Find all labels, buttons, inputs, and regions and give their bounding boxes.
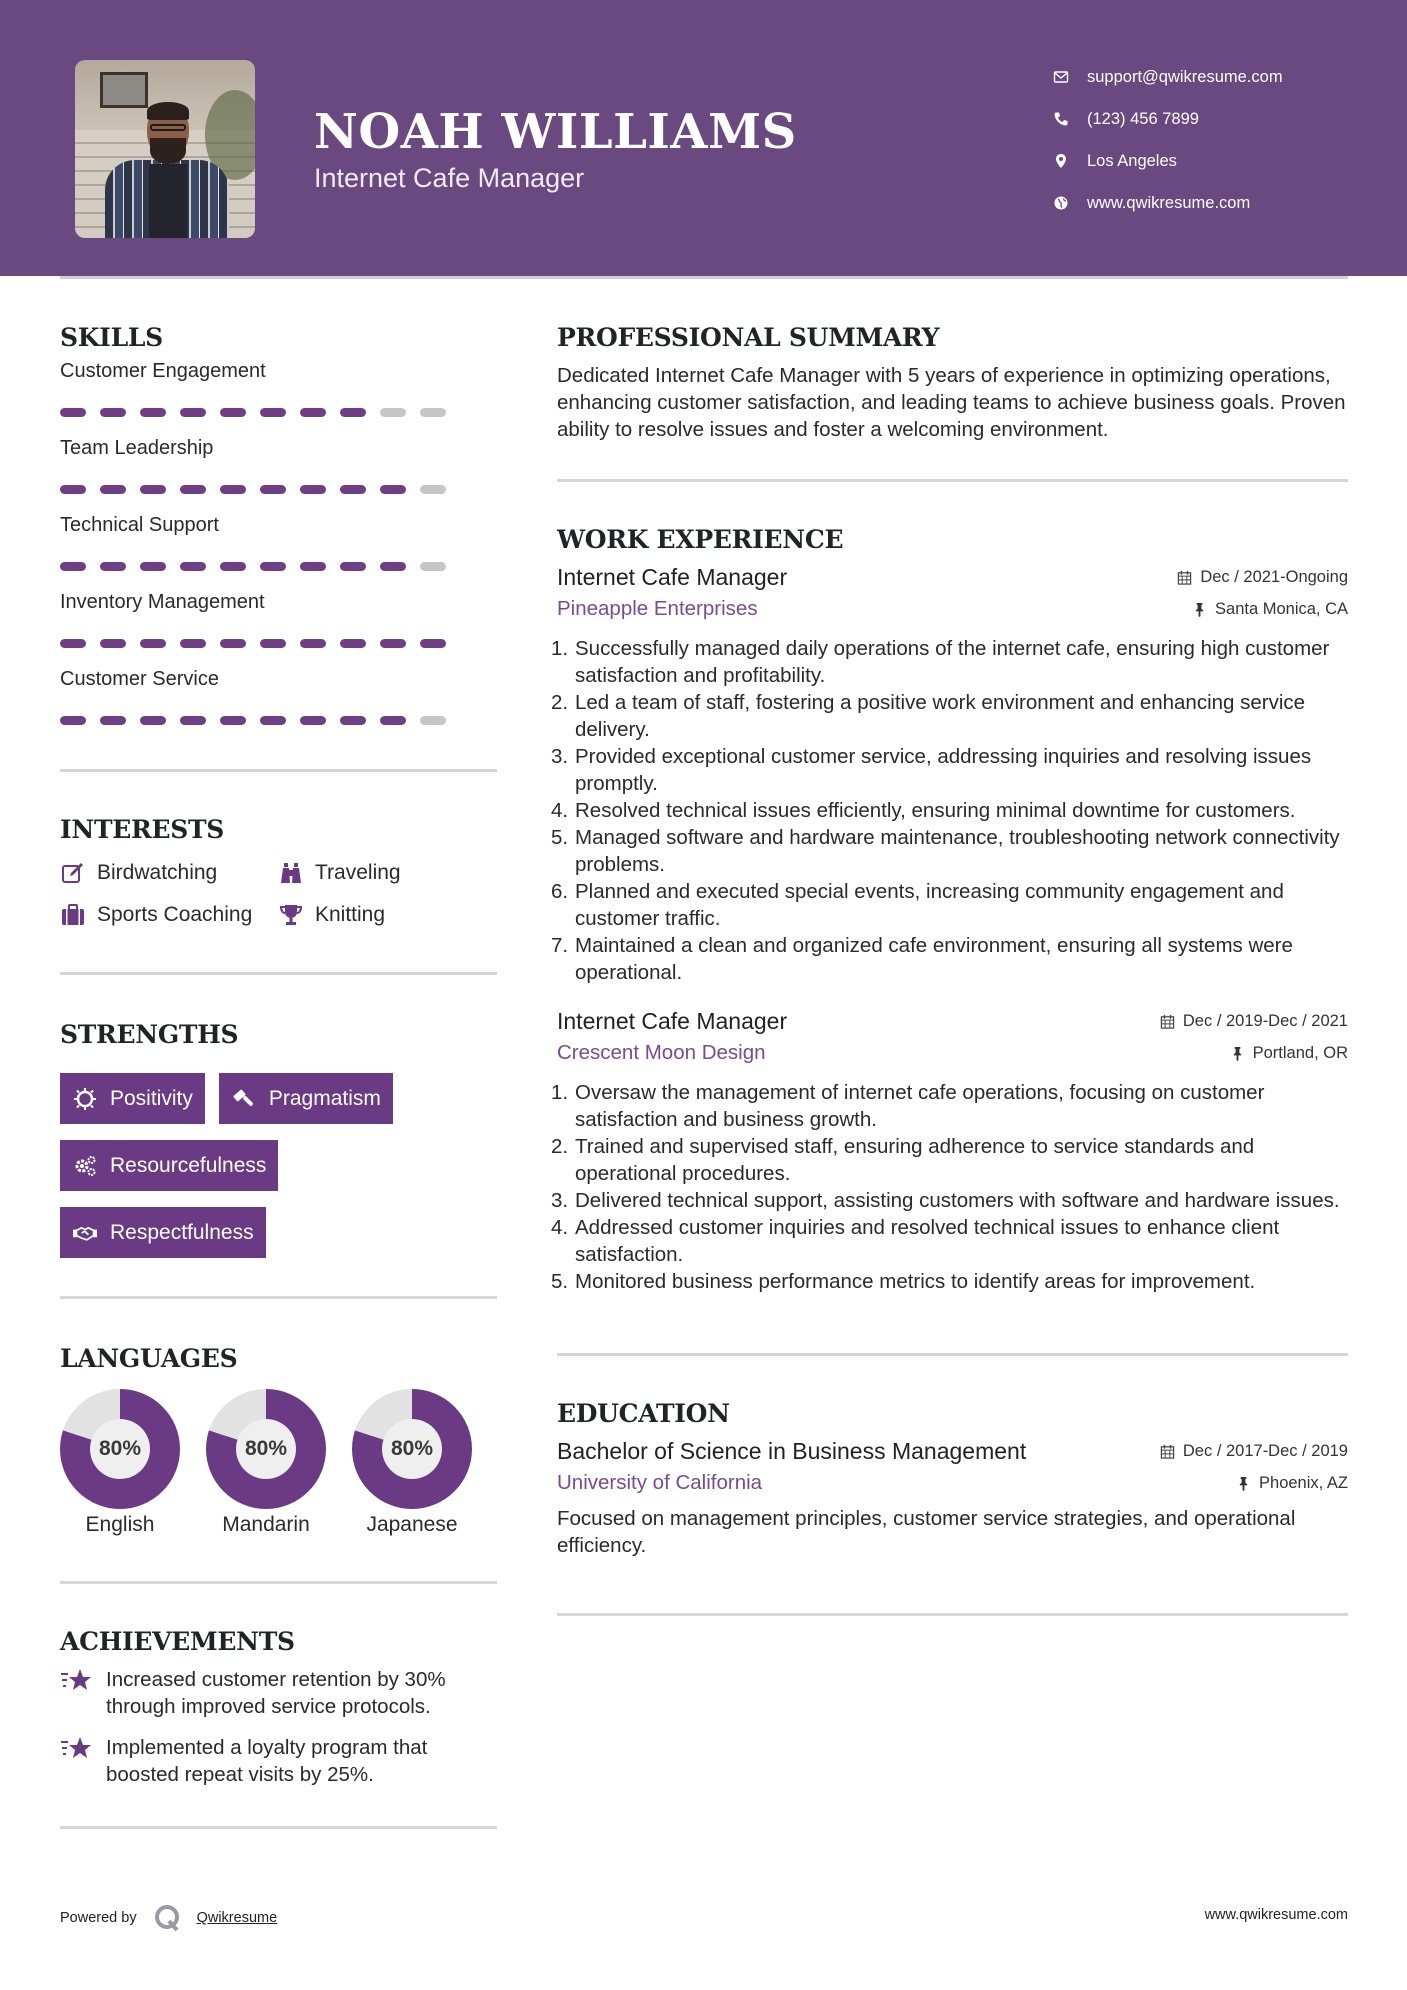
section-divider bbox=[60, 1826, 497, 1829]
job-location: Santa Monica, CA bbox=[1192, 600, 1348, 619]
skill-rating bbox=[60, 485, 497, 494]
section-divider bbox=[557, 1613, 1348, 1616]
resume-header bbox=[0, 0, 1407, 276]
qwikresume-logo-icon bbox=[153, 1903, 183, 1933]
powered-by bbox=[60, 1903, 277, 1933]
cogs-icon bbox=[72, 1153, 98, 1179]
pushpin-icon bbox=[1230, 1046, 1245, 1061]
skill-name: Team Leadership bbox=[60, 437, 214, 459]
header-divider bbox=[60, 276, 1348, 279]
left-column bbox=[60, 320, 497, 1829]
pushpin-icon bbox=[1192, 602, 1207, 617]
strength-badge bbox=[219, 1073, 393, 1124]
briefcase-icon bbox=[60, 902, 86, 928]
skill-rating bbox=[60, 639, 497, 648]
section-divider bbox=[60, 769, 497, 772]
skill-name: Inventory Management bbox=[60, 591, 265, 613]
picture-frame bbox=[100, 72, 148, 108]
section-divider bbox=[60, 1581, 497, 1584]
skill-name: Customer Engagement bbox=[60, 360, 266, 382]
job-bullet: 2. Led a team of staff, fostering a positive work environment and enhancing service delivery. bbox=[551, 691, 1306, 741]
language-progress-ring bbox=[352, 1389, 472, 1509]
strength-badge bbox=[60, 1140, 278, 1191]
candidate-name: NOAH WILLIAMS bbox=[314, 104, 797, 160]
contact-phone-text: (123) 456 7899 bbox=[1087, 109, 1199, 128]
skill-item bbox=[60, 514, 497, 571]
language-percent: 80% bbox=[382, 1419, 442, 1479]
skill-rating bbox=[60, 716, 497, 725]
strengths-section bbox=[60, 1020, 497, 1258]
job-bullet: 5. Managed software and hardware maintenance, troubleshooting network connectivity problems. bbox=[551, 826, 1340, 876]
job-bullet: 6. Planned and executed special events, increasing community engagement and customer traffic. bbox=[551, 880, 1284, 930]
shooting-star-icon bbox=[60, 1734, 94, 1764]
skill-item bbox=[60, 360, 497, 417]
experience-section bbox=[551, 525, 1348, 1295]
interest-label: Knitting bbox=[315, 903, 386, 926]
summary-text: Dedicated Internet Cafe Manager with 5 years of experience in optimizing operations, enhancing customer satisfaction, and leading teams to achieve business goals. Proven ability to resolve issues and foster a welcoming environment. bbox=[557, 364, 1346, 441]
strength-badge bbox=[60, 1073, 205, 1124]
section-divider bbox=[60, 1296, 497, 1299]
school-name: University of California bbox=[557, 1471, 763, 1494]
job-bullet: 1. Oversaw the management of internet cafe operations, focusing on customer satisfaction and business growth. bbox=[551, 1081, 1265, 1131]
skill-name: Customer Service bbox=[60, 668, 219, 690]
achievement-item bbox=[60, 1734, 497, 1788]
skills-section bbox=[60, 323, 497, 725]
job-entry bbox=[551, 1008, 1348, 1295]
job-bullet: 1. Successfully managed daily operations of the internet cafe, ensuring high customer satisfaction and profitability. bbox=[551, 637, 1330, 687]
skill-rating bbox=[60, 408, 497, 417]
contact-phone[interactable] bbox=[1050, 98, 1283, 140]
interest-item bbox=[60, 902, 278, 928]
skill-rating bbox=[60, 562, 497, 571]
language-percent: 80% bbox=[236, 1419, 296, 1479]
job-bullet: 4. Resolved technical issues efficiently, ensuring minimal downtime for customers. bbox=[551, 799, 1296, 822]
strength-label: Pragmatism bbox=[268, 1086, 381, 1110]
languages-title: LANGUAGES bbox=[60, 1344, 238, 1373]
job-bullets bbox=[551, 635, 1348, 986]
contact-location-text: Los Angeles bbox=[1087, 151, 1177, 170]
contact-email-text: support@qwikresume.com bbox=[1087, 67, 1283, 86]
language-item bbox=[206, 1389, 326, 1537]
profile-photo bbox=[75, 60, 255, 238]
experience-title: WORK EXPERIENCE bbox=[557, 525, 844, 554]
footer-website[interactable]: www.qwikresume.com bbox=[1204, 1907, 1348, 1923]
job-bullet: 5. Monitored business performance metrics to identify areas for improvement. bbox=[551, 1270, 1256, 1293]
strength-badge bbox=[60, 1207, 266, 1258]
company-name: Pineapple Enterprises bbox=[557, 597, 758, 620]
interest-item bbox=[278, 860, 478, 886]
envelope-icon bbox=[1050, 66, 1072, 88]
summary-section bbox=[557, 323, 1348, 443]
skill-item bbox=[60, 437, 497, 494]
job-bullet: 2. Trained and supervised staff, ensuring adherence to service standards and operational procedures. bbox=[551, 1135, 1255, 1185]
contact-list bbox=[1050, 56, 1283, 224]
strength-label: Respectfulness bbox=[110, 1220, 254, 1244]
language-name: Mandarin bbox=[222, 1513, 310, 1536]
job-bullet: 3. Delivered technical support, assisting customers with software and hardware issues. bbox=[551, 1189, 1340, 1212]
pushpin-icon bbox=[1236, 1476, 1251, 1491]
section-divider bbox=[557, 1353, 1348, 1356]
company-name: Crescent Moon Design bbox=[557, 1041, 766, 1064]
job-bullet: 3. Provided exceptional customer service, addressing inquiries and resolving issues promptly. bbox=[551, 745, 1312, 795]
languages-list bbox=[60, 1389, 497, 1537]
job-dates: Dec / 2021-Ongoing bbox=[1177, 568, 1348, 587]
gavel-icon bbox=[231, 1086, 257, 1112]
language-progress-ring bbox=[206, 1389, 326, 1509]
achievement-item bbox=[60, 1666, 497, 1720]
job-location: Portland, OR bbox=[1230, 1044, 1348, 1063]
summary-title: PROFESSIONAL SUMMARY bbox=[557, 323, 940, 352]
interest-label: Sports Coaching bbox=[97, 903, 253, 926]
strengths-list bbox=[60, 1073, 440, 1258]
trophy-icon bbox=[278, 902, 304, 928]
skills-list bbox=[60, 360, 497, 725]
interest-label: Birdwatching bbox=[97, 861, 218, 884]
interests-section bbox=[60, 815, 497, 928]
qwikresume-link[interactable]: Qwikresume bbox=[196, 1910, 278, 1926]
sun-icon bbox=[72, 1086, 98, 1112]
education-title: EDUCATION bbox=[557, 1399, 730, 1428]
calendar-icon bbox=[1177, 570, 1192, 585]
right-column bbox=[551, 320, 1348, 1616]
education-description: Focused on management principles, customer service strategies, and operational efficiency. bbox=[557, 1507, 1296, 1557]
contact-email[interactable] bbox=[1050, 56, 1283, 98]
job-dates: Dec / 2019-Dec / 2021 bbox=[1160, 1012, 1348, 1031]
job-title: Internet Cafe Manager bbox=[557, 1008, 788, 1034]
interest-item bbox=[60, 860, 278, 886]
strength-label: Resourcefulness bbox=[110, 1153, 267, 1177]
edit-icon bbox=[60, 860, 86, 886]
phone-icon bbox=[1050, 108, 1072, 130]
contact-location bbox=[1050, 140, 1283, 182]
skill-name: Technical Support bbox=[60, 514, 219, 536]
language-progress-ring bbox=[60, 1389, 180, 1509]
job-bullet: 4. Addressed customer inquiries and resolved technical issues to enhance client satisfaction. bbox=[551, 1216, 1280, 1266]
job-bullet: 7. Maintained a clean and organized cafe environment, ensuring all systems were operational. bbox=[551, 934, 1293, 984]
language-percent: 80% bbox=[90, 1419, 150, 1479]
interest-label: Traveling bbox=[315, 861, 401, 884]
education-section bbox=[557, 1399, 1348, 1559]
section-divider bbox=[557, 479, 1348, 482]
section-divider bbox=[60, 972, 497, 975]
degree-title: Bachelor of Science in Business Management bbox=[557, 1438, 1027, 1464]
shooting-star-icon bbox=[60, 1666, 94, 1696]
education-dates: Dec / 2017-Dec / 2019 bbox=[1160, 1442, 1348, 1461]
achievement-text: Increased customer retention by 30% through improved service protocols. bbox=[106, 1668, 446, 1718]
languages-section bbox=[60, 1344, 497, 1537]
education-location: Phoenix, AZ bbox=[1236, 1474, 1348, 1493]
calendar-icon bbox=[1160, 1444, 1175, 1459]
job-entry bbox=[551, 564, 1348, 986]
contact-website[interactable] bbox=[1050, 182, 1283, 224]
language-item bbox=[60, 1389, 180, 1537]
candidate-title: Internet Cafe Manager bbox=[314, 163, 585, 193]
interests-title: INTERESTS bbox=[60, 815, 225, 844]
skills-title: SKILLS bbox=[60, 323, 163, 352]
skill-item bbox=[60, 591, 497, 648]
calendar-icon bbox=[1160, 1014, 1175, 1029]
interests-list bbox=[60, 860, 497, 928]
globe-icon bbox=[1050, 192, 1072, 214]
strengths-title: STRENGTHS bbox=[60, 1020, 239, 1049]
achievements-section bbox=[60, 1627, 497, 1788]
job-title: Internet Cafe Manager bbox=[557, 564, 788, 590]
job-bullets bbox=[551, 1079, 1348, 1295]
binoculars-icon bbox=[278, 860, 304, 886]
powered-by-label: Powered by bbox=[60, 1910, 137, 1926]
language-name: Japanese bbox=[366, 1513, 458, 1536]
achievement-text: Implemented a loyalty program that boosted repeat visits by 25%. bbox=[106, 1736, 428, 1786]
handshake-icon bbox=[72, 1220, 98, 1246]
skill-item bbox=[60, 668, 497, 725]
language-item bbox=[352, 1389, 472, 1537]
strength-label: Positivity bbox=[110, 1086, 193, 1110]
achievements-title: ACHIEVEMENTS bbox=[60, 1627, 295, 1656]
interest-item bbox=[278, 902, 478, 928]
map-marker-icon bbox=[1050, 150, 1072, 172]
contact-website-text: www.qwikresume.com bbox=[1087, 193, 1251, 212]
language-name: English bbox=[85, 1513, 155, 1536]
